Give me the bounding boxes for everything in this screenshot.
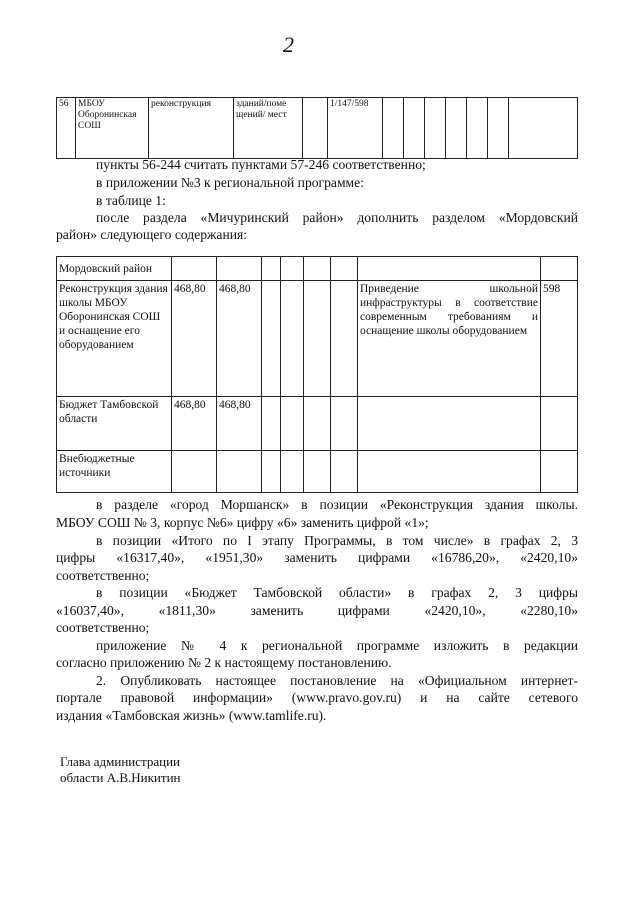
top-table <box>56 97 578 159</box>
table-cell <box>217 451 262 493</box>
table-row <box>57 397 578 451</box>
table-row <box>57 98 578 159</box>
paragraph-line: приложение № 4 к региональной программе изложить в редакции <box>96 638 578 653</box>
paragraph-line: в разделе «город Моршанск» в позиции «Реконструкция здания школы. <box>96 497 578 512</box>
table-row <box>57 451 578 493</box>
paragraph-line: после раздела «Мичуринский район» дополнить разделом «Мордовский <box>96 210 578 225</box>
main-table <box>56 256 578 493</box>
table-cell <box>358 397 541 451</box>
paragraph-line: цифры «16317,40», «1951,30» заменить цифрами «16786,20», «2420,10» <box>56 550 578 565</box>
table-cell: 468,80 <box>172 397 217 451</box>
table-cell: Внебюджетные источники <box>57 451 172 493</box>
table-cell: 598 <box>541 281 578 397</box>
page-number: 2 <box>283 32 294 57</box>
table-cell <box>303 98 328 159</box>
table-cell <box>358 451 541 493</box>
paragraph-line: издания «Тамбовская жизнь» (www.tamlife.ru). <box>56 708 327 723</box>
signature-name: области А.В.Никитин <box>60 770 181 785</box>
table-cell: 468,80 <box>217 397 262 451</box>
table-cell: 56 <box>57 98 76 159</box>
table-cell <box>509 98 578 159</box>
paragraph-line: согласно приложению № 2 к настоящему постановлению. <box>56 655 392 670</box>
table-cell: реконструкция <box>149 98 234 159</box>
table-cell <box>446 98 467 159</box>
paragraph-line: в позиции «Бюджет Тамбовской области» в графах 2, 3 цифры <box>96 585 578 600</box>
table-row <box>57 257 578 281</box>
paragraph-line: в приложении №3 к региональной программе: <box>96 175 364 190</box>
table-cell: Приведение школьной инфраструктуры в соответствие современным требованиям и оснащение школы оборудованием <box>358 281 541 397</box>
table-cell <box>541 451 578 493</box>
table-cell <box>404 98 425 159</box>
paragraph-line: портале правовой информации» (www.pravo.gov.ru) и на сайте сетевого <box>56 690 578 705</box>
paragraph-line: в таблице 1: <box>96 193 166 208</box>
table-row <box>57 281 578 397</box>
table-cell <box>541 397 578 451</box>
table-cell: 1/147/598 <box>328 98 383 159</box>
table-cell: 468,80 <box>217 281 262 397</box>
table-cell <box>467 98 488 159</box>
paragraph-line: район» следующего содержания: <box>56 227 248 242</box>
paragraph-line: в позиции «Итого по I этапу Программы, в том числе» в графах 2, 3 <box>96 533 578 548</box>
table-cell <box>425 98 446 159</box>
table-cell: МБОУ Оборонинская СОШ <box>76 98 149 159</box>
paragraph-line: пункты 56-244 считать пунктами 57-246 соответственно; <box>96 157 426 172</box>
table-cell <box>383 98 404 159</box>
paragraph-line: МБОУ СОШ № 3, корпус №6» цифру «6» заменить цифрой «1»; <box>56 515 429 530</box>
paragraph-line: 2. Опубликовать настоящее постановление на «Официальном интернет- <box>96 673 578 688</box>
table-cell: Реконструкция здания школы МБОУ Оборонинская СОШ и оснащение его оборудованием <box>57 281 172 397</box>
table-cell: зданий/поме щений/ мест <box>234 98 303 159</box>
table-cell <box>172 451 217 493</box>
paragraph-line: «16037,40», «1811,30» заменить цифрами «2420,10», «2280,10» <box>56 603 578 618</box>
table-cell: Бюджет Тамбовской области <box>57 397 172 451</box>
paragraph-line: соответственно; <box>56 568 150 583</box>
table-header-cell: Мордовский район <box>57 257 172 281</box>
table-cell <box>488 98 509 159</box>
table-cell: 468,80 <box>172 281 217 397</box>
paragraph-line: соответственно; <box>56 620 150 635</box>
signature-title: Глава администрации <box>60 754 181 769</box>
